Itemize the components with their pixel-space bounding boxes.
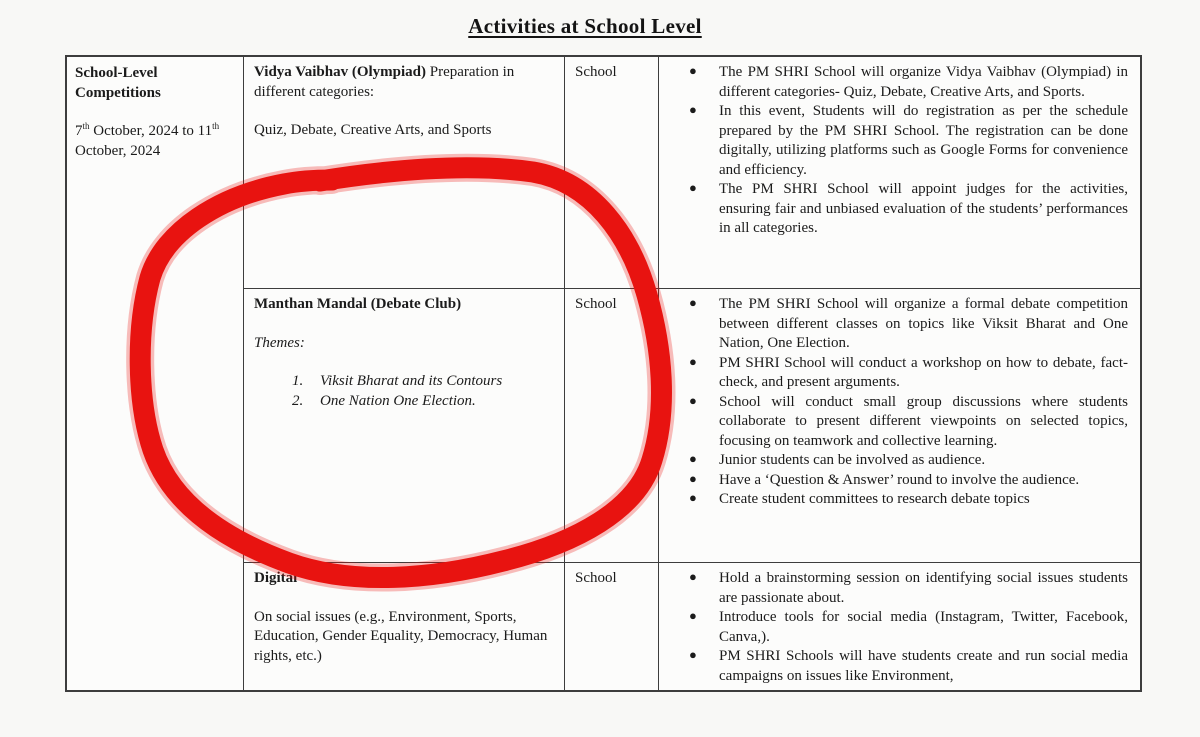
activity-title-olympiad: Vidya Vaibhav (Olympiad) — [254, 64, 426, 80]
bullet-icon: ● — [689, 470, 697, 486]
bullet-icon: ● — [689, 353, 697, 369]
bullet-icon: ● — [689, 490, 697, 505]
bullet-icon: ● — [689, 295, 697, 310]
bullet-item: ● Junior students can be involved as audience. — [683, 451, 1128, 471]
level-label: School — [575, 64, 617, 80]
bullet-item: ● In this event, Students will do registration as per the schedule prepared by the PM SHRI School. The registration can be done digitally, utilizing platforms such as Google Forms for convenience and efficiency. — [683, 102, 1128, 180]
cell-activity-olympiad: Vidya Vaibhav (Olympiad) Preparation in different categories: Quiz, Debate, Creative Arts, and Sports — [244, 57, 565, 289]
bullet-item: ● Hold a brainstorming session on identifying social issues students are passionate about. — [683, 569, 1128, 608]
theme-item: 2. One Nation One Election. — [292, 392, 476, 409]
bullet-icon: ● — [689, 102, 697, 117]
bullet-item: ● School will conduct small group discussions where students collaborate to present different viewpoints on selected topics, focusing on teamwork and collective learning. — [683, 393, 1128, 452]
competitions-heading: School-Level Competitions — [75, 65, 161, 101]
bullet-icon: ● — [689, 647, 697, 662]
page-title: Activities at School Level — [468, 14, 702, 38]
bullet-icon: ● — [689, 63, 697, 78]
themes-label: Themes: — [254, 334, 305, 351]
activity-title-debate-club: Manthan Mandal (Debate Club) — [254, 296, 462, 312]
competitions-dates: 7th October, 2024 to 11th October, 2024 — [75, 121, 220, 159]
bullet-item: ● The PM SHRI School will appoint judges for the activities, ensuring fair and unbiased evaluation of the students’ performances in all categories. — [683, 180, 1128, 239]
bullet-icon: ● — [689, 392, 697, 408]
activity-title-digital: Digital — [254, 570, 298, 586]
cell-competitions-heading — [67, 57, 244, 690]
activity-categories: Quiz, Debate, Creative Arts, and Sports — [254, 122, 492, 138]
cell-level-row3 — [565, 563, 659, 690]
level-label: School — [575, 570, 617, 586]
bullet-item: ● Have a ‘Question & Answer’ round to involve the audience. — [683, 471, 1128, 491]
bullet-item: ● Introduce tools for social media (Instagram, Twitter, Facebook, Canva,). — [683, 608, 1128, 647]
bullet-icon: ● — [689, 569, 697, 584]
bullet-icon: ● — [689, 180, 697, 195]
bullet-item: ● The PM SHRI School will organize Vidya Vaibhav (Olympiad) in different categories- Quiz, Debate, Creative Arts, and Sports. — [683, 63, 1128, 102]
bullet-icon: ● — [689, 451, 697, 466]
bullet-item: ● The PM SHRI School will organize a formal debate competition between different classes on topics like Viksit Bharat and One Nation, One Election. — [683, 295, 1128, 354]
cell-details-row2 — [659, 289, 1140, 563]
cell-details-row3 — [659, 563, 1140, 690]
bullet-item: ● PM SHRI Schools will have students create and run social media campaigns on issues like Environment, — [683, 647, 1128, 686]
bullet-item: ● PM SHRI School will conduct a workshop on how to debate, fact-check, and present arguments. — [683, 354, 1128, 393]
activities-table — [65, 55, 1142, 692]
cell-level-row1 — [565, 57, 659, 289]
cell-details-row1 — [659, 57, 1140, 289]
cell-activity-digital — [244, 563, 565, 690]
bullet-item: ● Create student committees to research debate topics — [683, 490, 1128, 510]
level-label: School — [575, 296, 617, 312]
theme-item: 1. Viksit Bharat and its Contours — [292, 373, 503, 389]
bullet-icon: ● — [689, 608, 697, 623]
cell-level-row2 — [565, 289, 659, 563]
cell-activity-debate-club — [244, 289, 565, 563]
activity-social-issues: On social issues (e.g., Environment, Sports, Education, Gender Equality, Democracy, Human rights, etc.) — [254, 608, 548, 664]
